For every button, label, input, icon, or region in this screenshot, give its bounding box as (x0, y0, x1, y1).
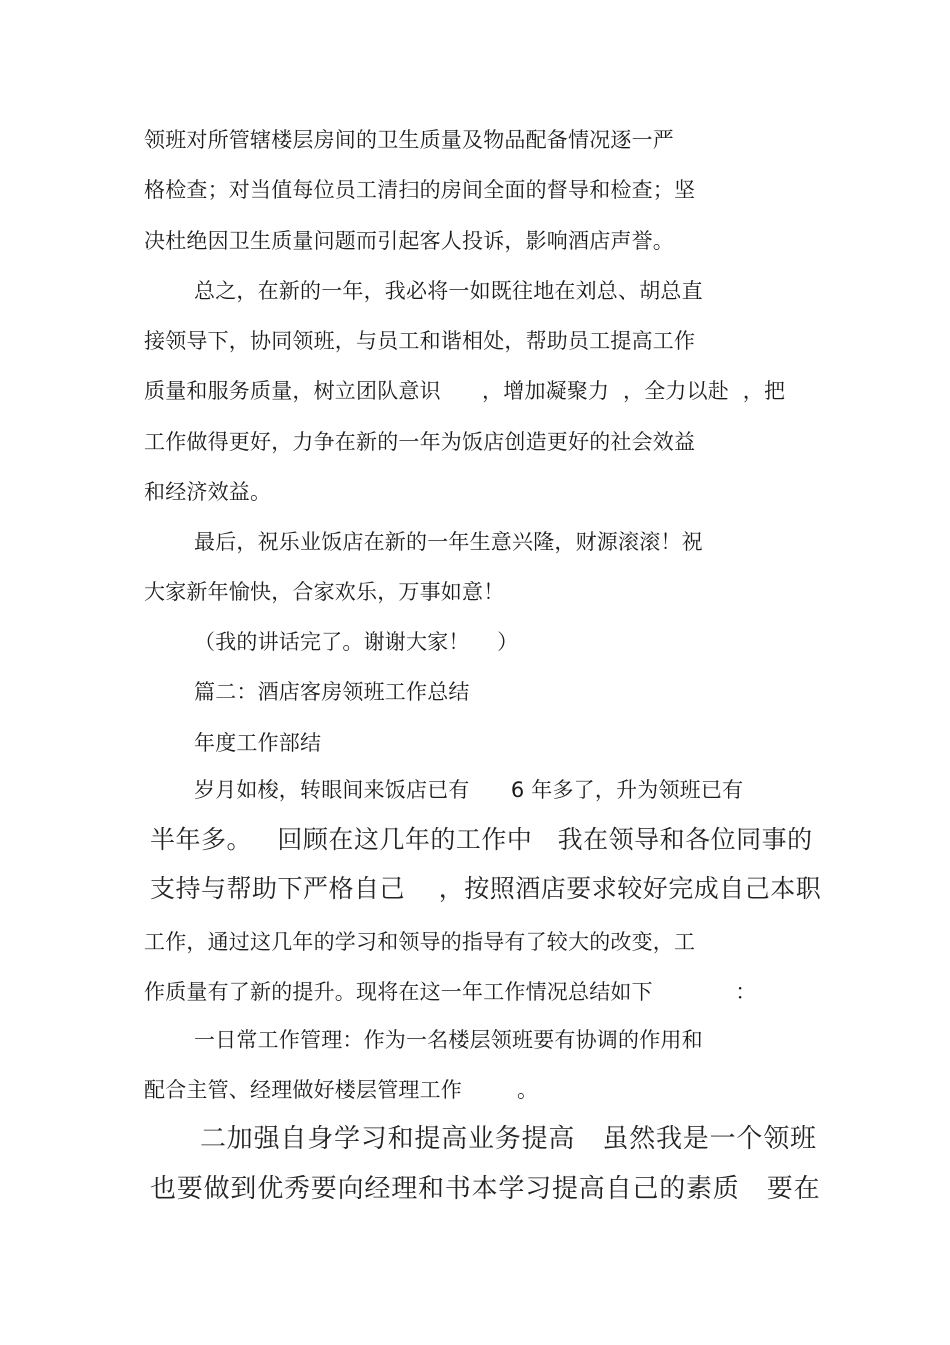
text-line-20: 配合主管、经理做好楼层管理工作 。 (144, 1078, 539, 1102)
text-line-14: 岁月如梭，转眼间来饭店已有 6 年多了，升为领班已有 (194, 778, 744, 802)
text-line-4: 总之，在新的一年，我必将一如既往地在刘总、胡总直 (194, 279, 703, 303)
text-line-8: 和经济效益。 (144, 480, 272, 504)
text-line-10: 大家新年愉快，合家欢乐，万事如意！ (144, 580, 505, 604)
text-line-22: 也要做到优秀要向经理和书本学习提高自己的素质 要在 (150, 1174, 821, 1204)
text-line-21: 二加强自身学习和提高业务提高 虽然我是一个领班 (200, 1124, 817, 1154)
text-line-11: （我的讲话完了。谢谢大家！ ） (194, 630, 519, 654)
text-line-19: 一日常工作管理：作为一名楼层领班要有协调的作用和 (194, 1028, 703, 1052)
text-line-16: 支持与帮助下严格自己 ，按照酒店要求较好完成自己本职 (150, 874, 822, 903)
text-line-5: 接领导下，协同领班，与员工和谐相处，帮助员工提高工作 (144, 329, 696, 353)
text-line-2: 格检查；对当值每位员工清扫的房间全面的督导和检查；坚 (144, 178, 696, 202)
text-line-6: 质量和服务质量，树立团队意识 ，增加凝聚力 ，全力以赴 ，把 (144, 379, 786, 403)
section-heading: 篇二：酒店客房领班工作总结 (194, 680, 470, 704)
text-line-7: 工作做得更好，力争在新的一年为饭店创造更好的社会效益 (144, 430, 696, 454)
section-subheading: 年度工作部结 (194, 731, 322, 755)
text-line-17: 工作，通过这几年的学习和领导的指导有了较大的改变，工 (144, 930, 696, 954)
text-line-18: 作质量有了新的提升。现将在这一年工作情况总结如下 ： (144, 980, 757, 1004)
text-line-1: 领班对所管辖楼层房间的卫生质量及物品配备情况逐一严 (144, 128, 674, 152)
text-line-9: 最后，祝乐业饭店在新的一年生意兴隆，财源滚滚！祝 (194, 530, 703, 554)
text-line-3: 决杜绝因卫生质量问题而引起客人投诉，影响酒店声誉。 (144, 229, 674, 253)
text-line-15: 半年多。 回顾在这几年的工作中 我在领导和各位同事的 (150, 825, 813, 854)
